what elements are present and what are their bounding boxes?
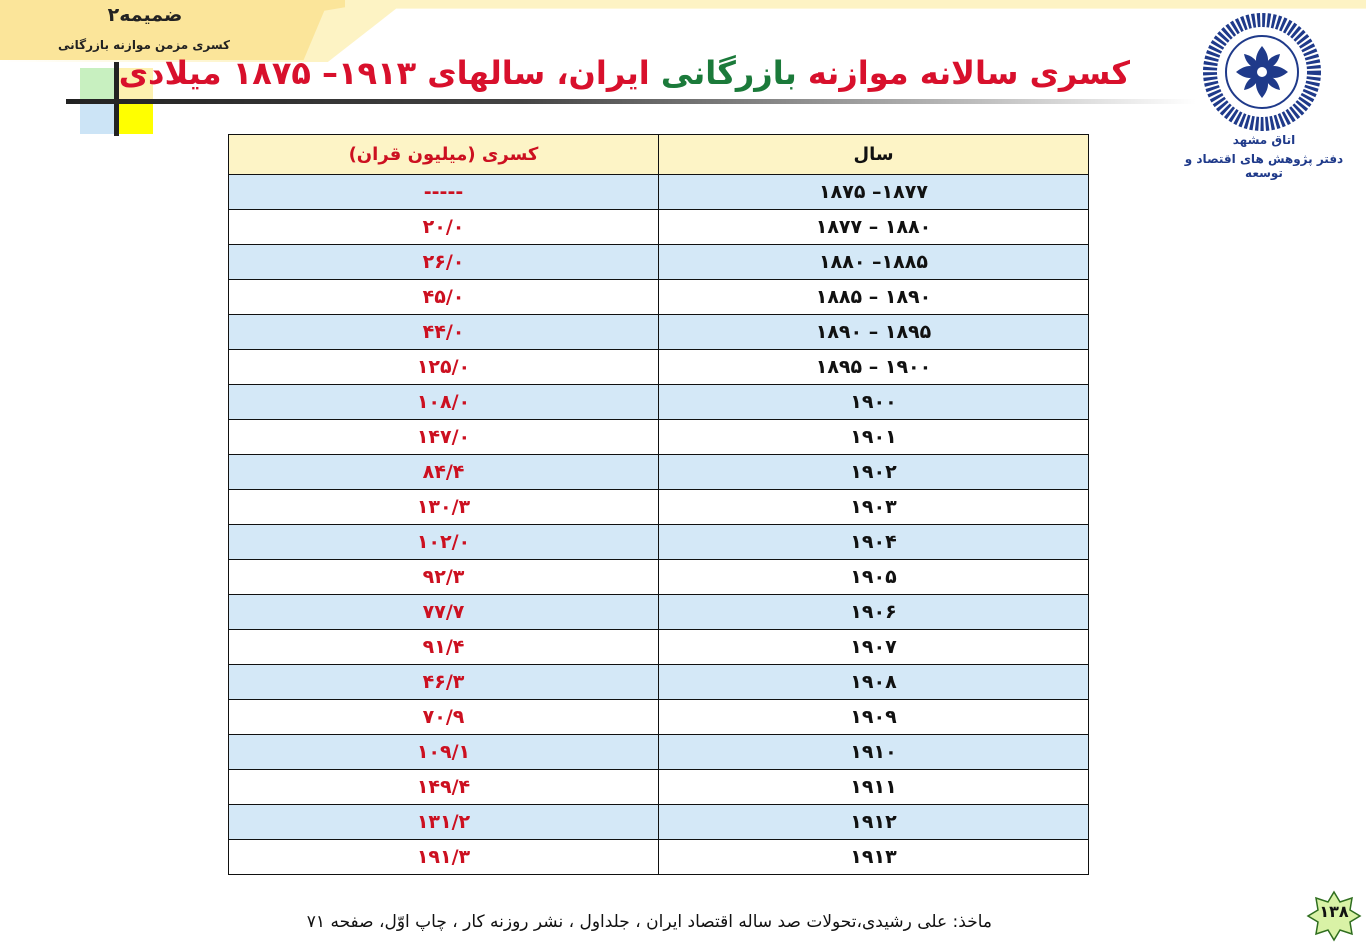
table-row (229, 595, 1089, 630)
table-row (229, 385, 1089, 420)
title-part-1: کسری سالانه موازنه (807, 54, 1130, 92)
source-citation: ماخذ: علی رشیدی،تحولات صد ساله اقتصاد ایران ، جلداول ، نشر روزنه کار ، چاپ اوّل، صفحه ۷۱ (306, 912, 992, 932)
year-cell: ۱۸۷۵ –۱۸۷۷ (659, 175, 1089, 210)
deficit-cell: ۱۰۹/۱ (229, 735, 659, 770)
deficit-cell: ۱۲۵/۰ (229, 350, 659, 385)
page-title (118, 54, 1130, 100)
deficit-cell: ۲۰/۰ (229, 210, 659, 245)
table-body (229, 175, 1089, 875)
year-cell: ۱۹۰۱ (659, 420, 1089, 455)
table-row (229, 490, 1089, 525)
deficit-cell: ۲۶/۰ (229, 245, 659, 280)
deco-square-green (80, 68, 114, 100)
chamber-of-commerce-logo-icon (1192, 12, 1332, 130)
table-row (229, 455, 1089, 490)
table-row (229, 665, 1089, 700)
deficit-cell: ۱۰۲/۰ (229, 525, 659, 560)
table-row (229, 420, 1089, 455)
year-cell: ۱۹۰۸ (659, 665, 1089, 700)
table-row (229, 280, 1089, 315)
deficit-cell: ۱۴۷/۰ (229, 420, 659, 455)
deficit-cell: ۱۳۱/۲ (229, 805, 659, 840)
table-row (229, 525, 1089, 560)
deficit-cell: ۹۲/۳ (229, 560, 659, 595)
deco-square-blue (80, 104, 114, 134)
title-part-4: ، سالهای ۱۹۱۳– ۱۸۷۵ میلادی (118, 54, 569, 92)
table-row (229, 560, 1089, 595)
table-row (229, 735, 1089, 770)
year-cell: ۱۹۰۴ (659, 525, 1089, 560)
table-row (229, 245, 1089, 280)
year-cell: ۱۹۰۶ (659, 595, 1089, 630)
deficit-cell: ----- (229, 175, 659, 210)
deficit-cell: ۹۱/۴ (229, 630, 659, 665)
year-cell: ۱۹۰۳ (659, 490, 1089, 525)
year-cell: ۱۹۰۰ (659, 385, 1089, 420)
year-cell: ۱۹۰۲ (659, 455, 1089, 490)
title-part-2: بازرگانی (660, 54, 797, 92)
table-row (229, 700, 1089, 735)
logo-caption-office: دفتر پژوهش های اقتصاد و توسعه (1184, 152, 1344, 180)
year-cell: ۱۸۸۵ – ۱۸۹۰ (659, 280, 1089, 315)
deficit-cell: ۷۷/۷ (229, 595, 659, 630)
year-cell: ۱۹۰۵ (659, 560, 1089, 595)
table-row (229, 770, 1089, 805)
deficit-cell: ۱۰۸/۰ (229, 385, 659, 420)
deficit-cell: ۴۶/۳ (229, 665, 659, 700)
annex-title: ضمیمه۲ (107, 4, 183, 26)
title-part-3: ایران (568, 54, 650, 92)
year-cell: ۱۹۱۳ (659, 840, 1089, 875)
year-cell: ۱۹۱۲ (659, 805, 1089, 840)
deficit-table (228, 134, 1089, 875)
deficit-cell: ۱۹۱/۳ (229, 840, 659, 875)
table-row (229, 175, 1089, 210)
table-row (229, 350, 1089, 385)
year-cell: ۱۸۸۰ –۱۸۸۵ (659, 245, 1089, 280)
annex-subtitle: کسری مزمن موازنه بازرگانی (57, 38, 231, 52)
year-cell: ۱۸۷۷ – ۱۸۸۰ (659, 210, 1089, 245)
deficit-cell: ۷۰/۹ (229, 700, 659, 735)
table-row (229, 840, 1089, 875)
header-deficit: کسری (میلیون قران) (229, 135, 659, 175)
year-cell: ۱۹۱۰ (659, 735, 1089, 770)
year-cell: ۱۸۹۵ – ۱۹۰۰ (659, 350, 1089, 385)
deficit-cell: ۱۴۹/۴ (229, 770, 659, 805)
year-cell: ۱۸۹۰ – ۱۸۹۵ (659, 315, 1089, 350)
logo-caption-chamber: اتاق مشهد (1232, 133, 1296, 147)
table-row (229, 315, 1089, 350)
table-row (229, 210, 1089, 245)
header-year: سال (659, 135, 1089, 175)
deficit-cell: ۸۴/۴ (229, 455, 659, 490)
deco-square-yellow (119, 104, 153, 134)
year-cell: ۱۹۰۷ (659, 630, 1089, 665)
table-row (229, 805, 1089, 840)
year-cell: ۱۹۰۹ (659, 700, 1089, 735)
page-number: ۱۳۸ (1319, 902, 1349, 921)
deficit-cell: ۱۳۰/۳ (229, 490, 659, 525)
deficit-cell: ۴۵/۰ (229, 280, 659, 315)
table-row (229, 630, 1089, 665)
deficit-cell: ۴۴/۰ (229, 315, 659, 350)
table-header-row (229, 135, 1089, 175)
year-cell: ۱۹۱۱ (659, 770, 1089, 805)
